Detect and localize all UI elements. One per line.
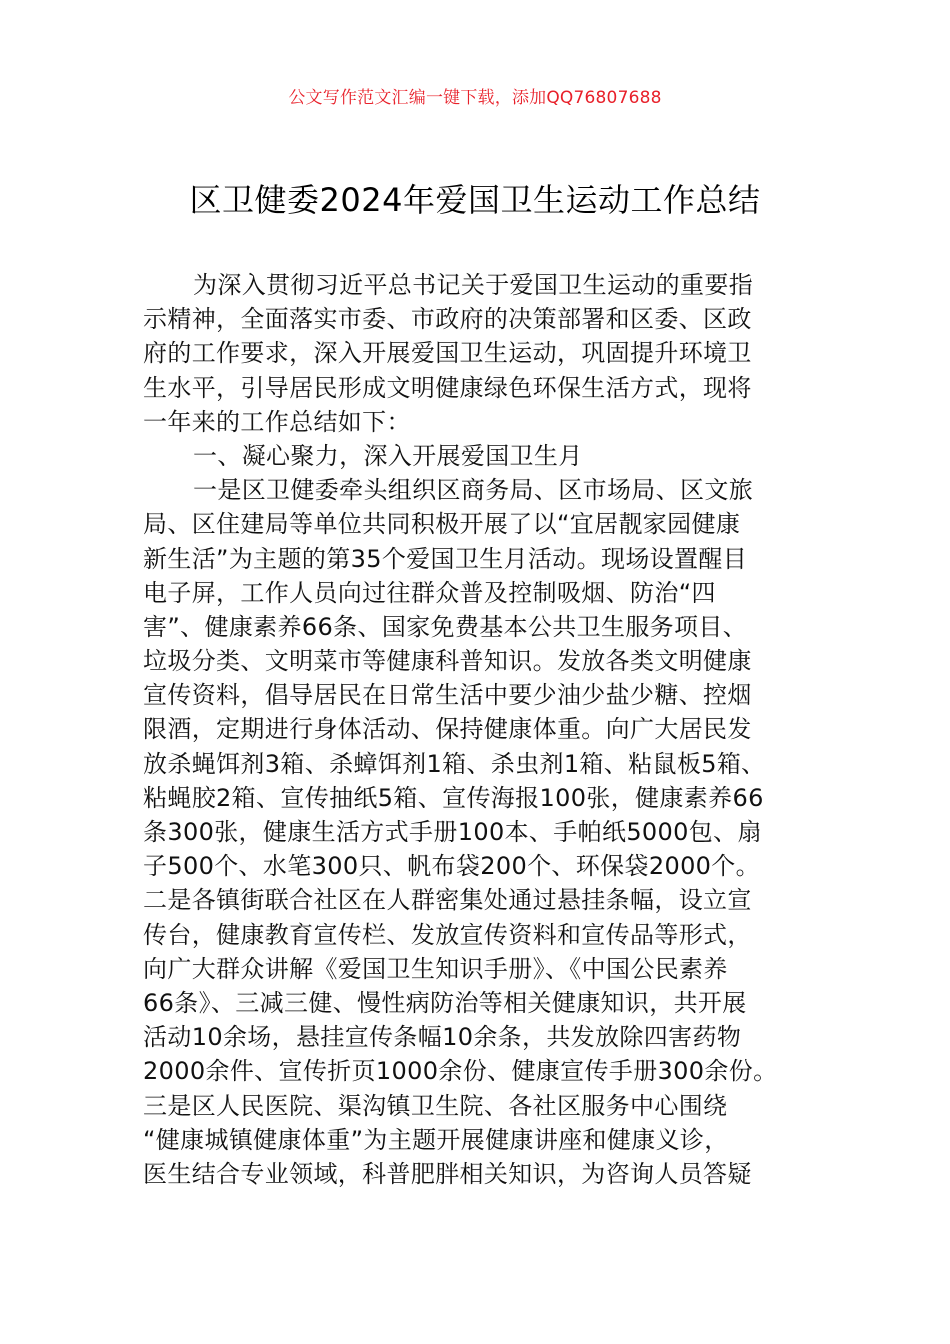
section-1-paragraph-line: 粘蝇胶2箱、宣传抽纸5箱、宣传海报100张，健康素养66	[143, 783, 764, 812]
section-1-paragraph-line: 2000余件、宣传折页1000余份、健康宣传手册300余份。	[143, 1057, 778, 1086]
section-1-paragraph-line: 活动10余场，悬挂宣传条幅10余条，共发放除四害药物	[143, 1023, 742, 1052]
section-1-paragraph-line: 限酒，定期进行身体活动、保持健康体重。向广大居民发	[143, 715, 752, 744]
section-1-paragraph-line: 66条》、三减三健、慢性病防治等相关健康知识，共开展	[143, 988, 747, 1017]
intro-paragraph-line: 生水平，引导居民形成文明健康绿色环保生活方式，现将	[143, 373, 752, 402]
document-title: 区卫健委2024年爱国卫生运动工作总结	[189, 181, 761, 219]
section-1-paragraph-line: 医生结合专业领域，科普肥胖相关知识，为咨询人员答疑	[143, 1159, 752, 1188]
intro-paragraph-line: 府的工作要求，深入开展爱国卫生运动，巩固提升环境卫	[143, 339, 752, 368]
section-1-paragraph-line: 向广大群众讲解《爱国卫生知识手册》、《中国公民素养	[143, 954, 728, 983]
section-1-paragraph-line: 二是各镇街联合社区在人群密集处通过悬挂条幅，设立宣	[143, 886, 752, 915]
section-1-paragraph-line: 传台，健康教育宣传栏、发放宣传资料和宣传品等形式，	[143, 920, 752, 949]
section-1-paragraph-line: 害”、健康素养66条、国家免费基本公共卫生服务项目、	[143, 612, 748, 641]
download-promo-banner: 公文写作范文汇编一键下载，添加QQ76807688	[288, 88, 662, 108]
intro-paragraph-line: 一年来的工作总结如下：	[143, 407, 411, 436]
section-1-paragraph-line: 新生活”为主题的第35个爱国卫生月活动。现场设置醒目	[143, 544, 748, 573]
section-1-paragraph-line: 放杀蝇饵剂3箱、杀蟑饵剂1箱、杀虫剂1箱、粘鼠板5箱、	[143, 749, 766, 778]
section-1-paragraph-line: 三是区人民医院、渠沟镇卫生院、各社区服务中心围绕	[143, 1091, 728, 1120]
section-1-paragraph-line: “健康城镇健康体重”为主题开展健康讲座和健康义诊，	[143, 1125, 729, 1154]
intro-paragraph-line: 示精神，全面落实市委、市政府的决策部署和区委、区政	[143, 305, 752, 334]
section-1-paragraph-line: 垃圾分类、文明菜市等健康科普知识。发放各类文明健康	[143, 647, 752, 676]
document-body	[143, 268, 813, 1191]
section-1-paragraph-line: 条300张，健康生活方式手册100本、手帕纸5000包、扇	[143, 818, 762, 846]
section-heading-1: 一、凝心聚力，深入开展爱国卫生月	[193, 441, 583, 470]
section-1-paragraph-line: 子500个、水笔300只、帆布袋200个、环保袋2000个。	[143, 852, 761, 881]
intro-paragraph-line: 为深入贯彻习近平总书记关于爱国卫生运动的重要指	[193, 271, 754, 299]
section-1-paragraph-line: 电子屏，工作人员向过往群众普及控制吸烟、防治“四	[143, 578, 716, 607]
section-1-paragraph-line: 一是区卫健委牵头组织区商务局、区市场局、区文旅	[193, 476, 754, 505]
section-1-paragraph-line: 局、区住建局等单位共同积极开展了以“宜居靓家园健康	[143, 510, 741, 539]
section-1-paragraph-line: 宣传资料，倡导居民在日常生活中要少油少盐少糖、控烟	[143, 681, 752, 710]
